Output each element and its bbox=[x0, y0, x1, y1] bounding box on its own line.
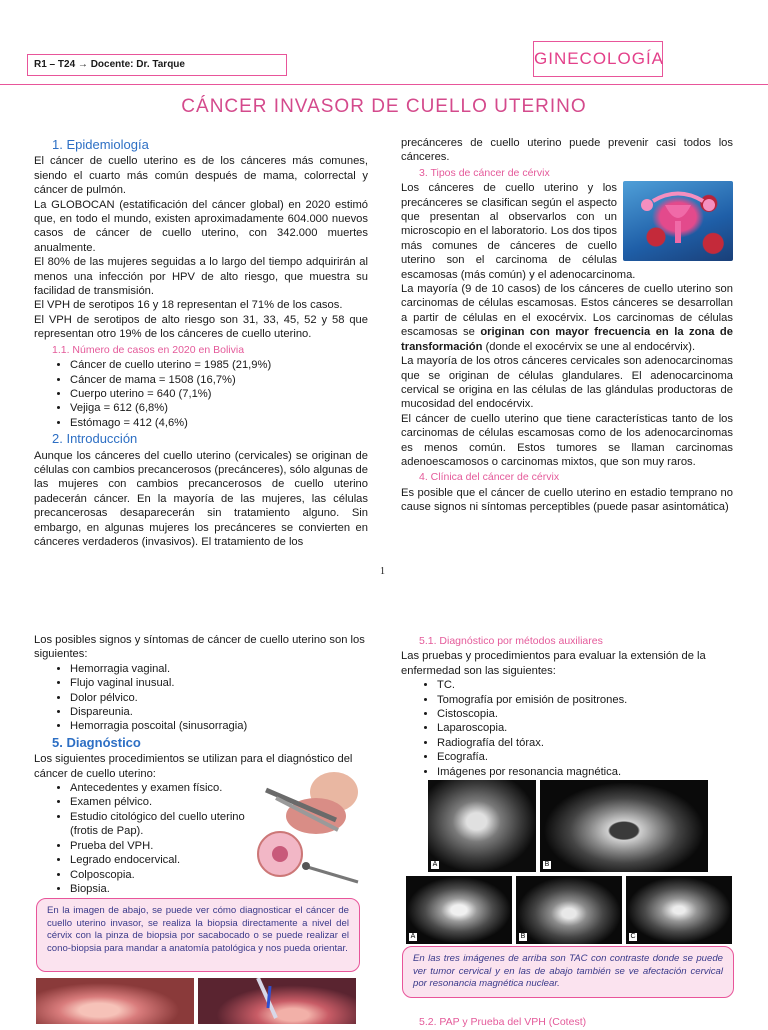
heading-casos-bolivia: 1.1. Número de casos en 2020 en Bolivia bbox=[52, 343, 245, 356]
list-item: • Laparoscopia. bbox=[437, 721, 735, 735]
mri-sagittal-image bbox=[428, 780, 536, 872]
list-item: • Hemorragia vaginal. bbox=[70, 662, 368, 676]
list-item: • Hemorragia poscoital (sinusorragia) bbox=[70, 719, 368, 733]
scan-label: B bbox=[544, 861, 550, 868]
scan-label: A bbox=[432, 861, 438, 868]
casos-list bbox=[34, 358, 368, 430]
paragraph: Las pruebas y procedimientos para evaluar la extensión de la enfermedad son las siguientes: bbox=[401, 650, 706, 677]
biopsy-photo bbox=[198, 978, 356, 1024]
list-item: • Cistoscopia. bbox=[437, 707, 735, 721]
page1-left-column bbox=[34, 136, 368, 549]
list-item: • Cuerpo uterino = 640 (7,1%) bbox=[70, 387, 368, 401]
heading-diagnostico: 5. Diagnóstico bbox=[52, 734, 141, 750]
list-item: • Biopsia. bbox=[70, 882, 246, 896]
list-item: • Cáncer de mama = 1508 (16,7%) bbox=[70, 373, 368, 387]
imaging-note: En las tres imágenes de arriba son TAC con contraste donde se puede ver tumor cervical y en las de abajo también se ve afectación cervical por resonancia magnética nuclear. bbox=[402, 946, 734, 998]
paragraph: El VPH de serotipos 16 y 18 representan el 71% de los casos. bbox=[34, 299, 343, 312]
heading-metodos-auxiliares: 5.1. Diagnóstico por métodos auxiliares bbox=[419, 635, 603, 647]
page-title: CÁNCER INVASOR DE CUELLO UTERINO bbox=[181, 96, 587, 117]
heading-clinica: 4. Clínica del cáncer de cérvix bbox=[419, 471, 560, 484]
speculum-illustration bbox=[246, 770, 362, 888]
colposcopy-photo bbox=[36, 978, 194, 1024]
heading-epidemiologia: 1. Epidemiología bbox=[52, 137, 149, 152]
signos-list bbox=[34, 662, 368, 734]
heading-introduccion: 2. Introducción bbox=[52, 431, 138, 447]
list-item: • Ecografía. bbox=[437, 750, 735, 764]
text-span: La mayoría (9 de 10 casos) de los cánceres de cuello uterino son carcinomas de células escamosas. Estos cánceres se desarrollan a partir de células en el exocérvix. Los carcinomas de células escamosas se bbox=[401, 283, 733, 339]
paragraph: El cáncer de cuello uterino es de los cánceres más comunes, siendo el cuarto más común después de mama, colorrectal y cáncer de pulmón. bbox=[34, 155, 368, 197]
ct-image-a bbox=[406, 876, 512, 944]
list-item: • Cáncer de cuello uterino = 1985 (21,9%) bbox=[70, 358, 368, 372]
text-span: (donde el exocérvix se une al endocérvix). bbox=[482, 340, 696, 353]
list-item: • TC. bbox=[437, 678, 735, 692]
paragraph: Los siguientes procedimientos se utilizan para el diagnóstico del cáncer de cuello uterino: bbox=[34, 753, 353, 780]
page-number: 1 bbox=[380, 566, 385, 577]
scan-label: C bbox=[630, 933, 636, 940]
course-header: R1 – T24 → Docente: Dr. Tarque bbox=[27, 54, 287, 76]
list-item: • Examen pélvico. bbox=[70, 795, 246, 809]
ct-image-b bbox=[516, 876, 622, 944]
paragraph: Es posible que el cáncer de cuello uterino en estadio temprano no cause signos ni síntomas perceptibles (puede pasar asintomática) bbox=[401, 486, 733, 514]
paragraph: Aunque los cánceres del cuello uterino (cervicales) se originan de células con cambios precancerosos (precánceres), sólo algunas de las mujeres con cambios precancerosos de cuello uterino padecerán cáncer. En la mayoría de las mujeres, las células precancerosas desaparecerán sin tratamiento alguno. Sin embargo, en algunas mujeres los precánceres se convierten en cánceres verdaderos (invasivos). El tratamiento de los bbox=[34, 449, 368, 548]
metodos-auxiliares-list bbox=[401, 678, 735, 779]
ct-image-c bbox=[626, 876, 732, 944]
header-divider bbox=[0, 84, 768, 85]
diagnostico-list bbox=[34, 781, 246, 896]
paragraph bbox=[401, 282, 733, 354]
list-item: • Antecedentes y examen físico. bbox=[70, 781, 246, 795]
scan-label: A bbox=[410, 933, 416, 940]
list-item: • Dispareunia. bbox=[70, 705, 368, 719]
diagnosis-note: En la imagen de abajo, se puede ver cómo diagnosticar el cáncer de cuello uterino invasor, se realiza la biopsia directamente a nivel del cérvix con la pinza de biopsia por sacabocado o se puede realizar el cono-biopsia para mandar a anatomía patológica y nos pueda orientar. bbox=[36, 898, 360, 972]
heading-pap-vph: 5.2. PAP y Prueba del VPH (Cotest) bbox=[419, 1016, 587, 1028]
paragraph: precánceres de cuello uterino puede prevenir casi todos los cánceres. bbox=[401, 137, 733, 164]
list-item: • Estómago = 412 (4,6%) bbox=[70, 416, 368, 430]
paragraph: Los cánceres de cuello uterino y los precánceres se clasifican según el aspecto que presentan al observarlos con un microscopio en el laboratorio. Los dos tipos más comunes de cánceres de cuello uterino son el carcinoma de células escamosas (más común) y el adenocarcinoma. bbox=[401, 182, 636, 281]
paragraph: La GLOBOCAN (estatificación del cáncer global) en 2020 estimó que, en todo el mundo, existen aproximadamente 604.000 nuevos casos de cáncer de cuello uterino, con 342.000 muertes anualmente. bbox=[34, 198, 368, 254]
speculum-exam-icon bbox=[246, 770, 362, 888]
heading-tipos: 3. Tipos de cáncer de cérvix bbox=[419, 166, 550, 179]
biopsy-forceps-icon bbox=[198, 978, 356, 1024]
list-item: • Vejiga = 612 (6,8%) bbox=[70, 401, 368, 415]
list-item: • Legrado endocervical. bbox=[70, 853, 246, 867]
paragraph: La mayoría de los otros cánceres cervicales son adenocarcinomas que se originan de células glandulares. El adenocarcinoma cervical se origina en las células de las glándulas productoras de mucosidad del endocérvix. bbox=[401, 355, 733, 411]
paragraph: El cáncer de cuello uterino que tiene características tanto de los carcinomas de células escamosas como de los adenocarcinomas es menos común. Estos tumores se llaman carcinomas adenoescamosos o carcinomas mixtos, que son muy raros. bbox=[401, 412, 733, 468]
highlight-text: originan con mayor frecuencia en la zona de transformación bbox=[401, 326, 733, 353]
list-item: • Estudio citológico del cuello uterino (frotis de Pap). bbox=[70, 810, 246, 839]
list-item: • Flujo vaginal inusual. bbox=[70, 676, 368, 690]
list-item: • Prueba del VPH. bbox=[70, 839, 246, 853]
uterus-icon bbox=[623, 181, 733, 261]
scan-label: B bbox=[520, 933, 526, 940]
page1-right-column bbox=[401, 136, 733, 515]
uterus-illustration bbox=[623, 181, 733, 261]
page2-right-column bbox=[401, 633, 735, 779]
paragraph: El 80% de las mujeres seguidas a lo largo del tiempo adquirirán al menos una infección por HPV de alto riesgo, que muestra su facilidad de transmisión. bbox=[34, 256, 368, 298]
paragraph: El VPH de serotipos de alto riesgo son 31, 33, 45, 52 y 58 que representan otro 19% de los cánceres de cuello uterino. bbox=[34, 313, 368, 341]
page2-right-footer bbox=[401, 1014, 735, 1030]
mri-axial-image bbox=[540, 780, 708, 872]
specialty-badge: GINECOLOGÍA bbox=[533, 41, 663, 77]
list-item: • Dolor pélvico. bbox=[70, 691, 368, 705]
paragraph: Los posibles signos y síntomas de cáncer de cuello uterino son los siguientes: bbox=[34, 634, 365, 661]
list-item: • Tomografía por emisión de positrones. bbox=[437, 693, 735, 707]
list-item: • Radiografía del tórax. bbox=[437, 736, 735, 750]
list-item: • Imágenes por resonancia magnética. bbox=[437, 765, 735, 779]
list-item: • Colposcopia. bbox=[70, 868, 246, 882]
